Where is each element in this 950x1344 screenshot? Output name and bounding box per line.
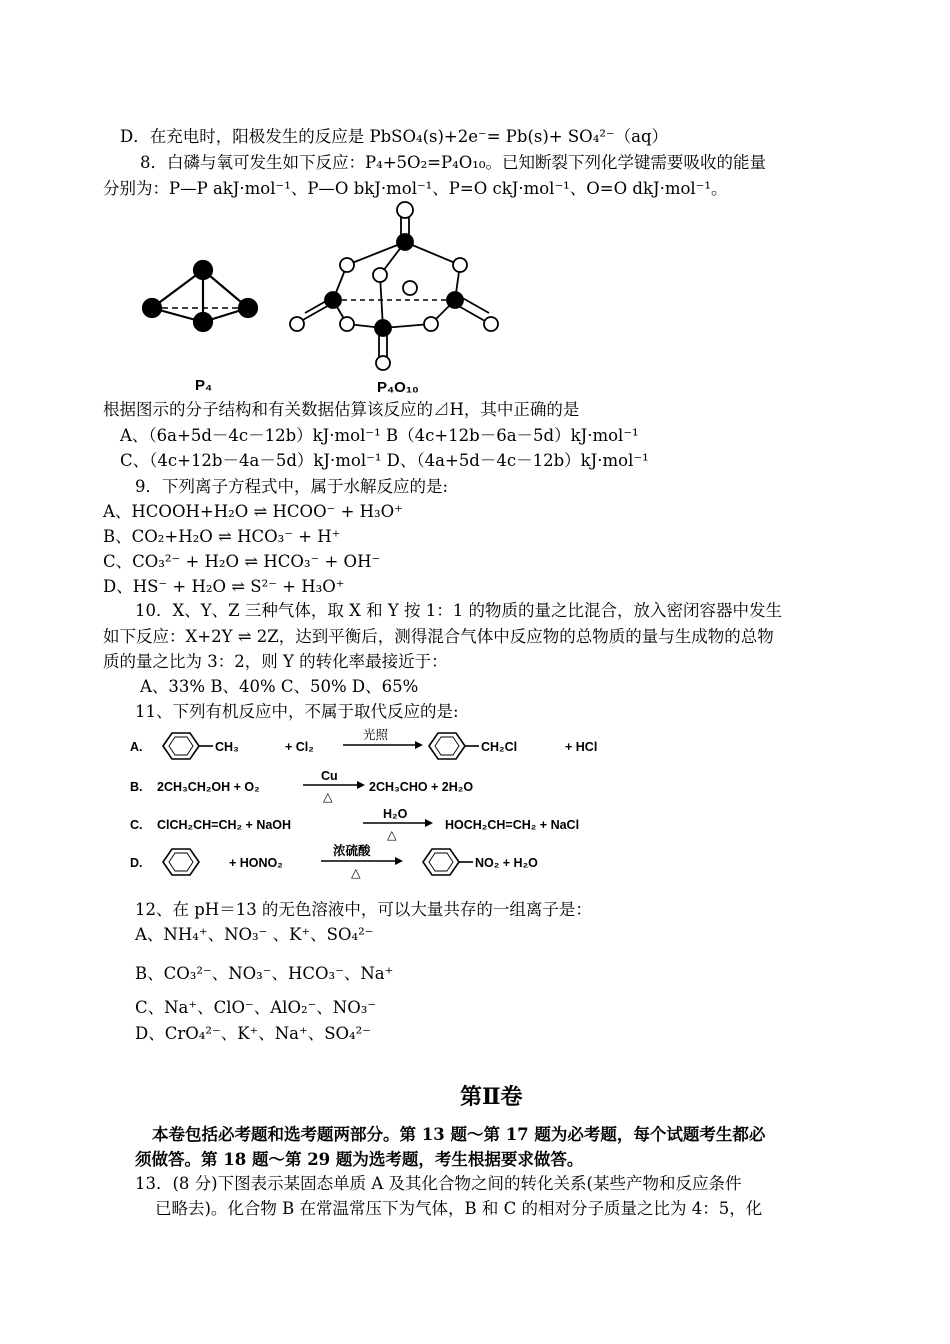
q11-c-label: C.	[130, 818, 143, 832]
q8-options-cd: C、（4c+12b－4a－5d）kJ·mol⁻¹ D、（4a+5d－4c－12b）kJ·mol⁻¹	[120, 451, 649, 470]
p4-structure	[143, 261, 257, 331]
q11-b-cond: Cu	[321, 769, 338, 783]
q11-b-rhs: 2CH₃CHO + 2H₂O	[369, 780, 474, 794]
q11-d-cond: 浓硫酸	[333, 844, 371, 858]
q12-option-c: C、Na⁺、ClO⁻、AlO₂⁻、NO₃⁻	[135, 998, 377, 1017]
q8-line2: 分别为：P—P akJ·mol⁻¹、P—O bkJ·mol⁻¹、P=O ckJ·mol⁻¹、O=O dkJ·mol⁻¹。	[103, 179, 728, 198]
q13-line1: 13．(8 分)下图表示某固态单质 A 及其化合物之间的转化关系(某些产物和反应条件	[135, 1174, 742, 1193]
label-p4: P₄	[195, 377, 213, 394]
q11-a-prod: CH₂Cl	[481, 740, 518, 754]
p4o10-structure	[290, 202, 498, 370]
q11-b-label: B.	[130, 780, 143, 794]
q11-a-hcl: + HCl	[565, 740, 598, 754]
molecule-figure	[125, 200, 525, 400]
q9-option-d: D、HS⁻ + H₂O ⇌ S²⁻ + H₃O⁺	[103, 577, 345, 596]
q9-option-c: C、CO₃²⁻ + H₂O ⇌ HCO₃⁻ + OH⁻	[103, 552, 381, 571]
q8-options-ab: A、（6a+5d－4c－12b）kJ·mol⁻¹ B（4c+12b－6a－5d）kJ·mol⁻¹	[120, 426, 639, 445]
q10-line3: 质的量之比为 3：2，则 Y 的转化率最接近于：	[103, 652, 448, 671]
q12-option-a: A、NH₄⁺、NO₃⁻ 、K⁺、SO₄²⁻	[135, 925, 374, 944]
q11-c-cond: H₂O	[383, 807, 408, 821]
q10-line2: 如下反应：X+2Y ⇌ 2Z，达到平衡后，测得混合气体中反应物的总物质的量与生成物的总物	[103, 627, 774, 646]
q11-a-ch3: CH₃	[215, 740, 239, 754]
benzene-icon	[423, 849, 473, 875]
q8-question: 根据图示的分子结构和有关数据估算该反应的⊿H，其中正确的是	[103, 400, 580, 419]
label-p4o10: P₄O₁₀	[377, 379, 419, 396]
benzene-icon	[163, 733, 213, 759]
benzene-icon	[429, 733, 479, 759]
q11-a-plus: + Cl₂	[285, 740, 314, 754]
q11-c-lhs: ClCH₂CH=CH₂ + NaOH	[157, 818, 292, 832]
section2-intro-line2: 须做答。第 18 题～第 29 题为选考题，考生根据要求做答。	[135, 1150, 584, 1169]
q13-line2: 已略去)。化合物 B 在常温常压下为气体，B 和 C 的相对分子质量之比为 4：5，化	[155, 1199, 763, 1218]
q11-d-heat: △	[351, 866, 361, 880]
section2-title: 第Ⅱ卷	[460, 1084, 523, 1110]
benzene-icon	[163, 849, 199, 875]
q12-option-d: D、CrO₄²⁻、K⁺、Na⁺、SO₄²⁻	[135, 1024, 371, 1043]
q7-option-d: D．在充电时，阳极发生的反应是 PbSO₄(s)+2e⁻= Pb(s)+ SO₄²⁻（aq）	[120, 127, 669, 146]
q11-c-heat: △	[387, 828, 397, 842]
q11-b-heat: △	[323, 790, 333, 804]
q11-c-rhs: HOCH₂CH=CH₂ + NaCl	[445, 818, 580, 832]
q11-b-lhs: 2CH₃CH₂OH + O₂	[157, 780, 260, 794]
q11-d-plus: + HONO₂	[229, 856, 283, 870]
q8-line1: 8．白磷与氧可发生如下反应：P₄+5O₂=P₄O₁₀。已知断裂下列化学键需要吸收的能量	[140, 153, 766, 172]
q11-a-label: A.	[130, 740, 143, 754]
section2-intro-line1: 本卷包括必考题和选考题两部分。第 13 题～第 17 题为必考题，每个试题考生都必	[152, 1125, 766, 1144]
q11-a-cond: 光照	[363, 728, 389, 742]
q10-options: A、33% B、40% C、50% D、65%	[140, 677, 419, 696]
q9-stem: 9．下列离子方程式中，属于水解反应的是:	[135, 477, 449, 496]
q11-d-prod: NO₂ + H₂O	[475, 856, 538, 870]
q11-stem: 11、下列有机反应中，不属于取代反应的是:	[135, 702, 459, 721]
q10-line1: 10．X、Y、Z 三种气体，取 X 和 Y 按 1：1 的物质的量之比混合，放入密闭容器中发生	[135, 601, 782, 620]
q11-d-label: D.	[130, 856, 143, 870]
q9-option-b: B、CO₂+H₂O ⇌ HCO₃⁻ + H⁺	[103, 527, 341, 546]
q9-option-a: A、HCOOH+H₂O ⇌ HCOO⁻ + H₃O⁺	[103, 502, 403, 521]
q11-reactions	[125, 725, 665, 890]
q12-stem: 12、在 pH＝13 的无色溶液中，可以大量共存的一组离子是：	[135, 900, 592, 919]
q12-option-b: B、CO₃²⁻、NO₃⁻、HCO₃⁻、Na⁺	[135, 964, 394, 983]
